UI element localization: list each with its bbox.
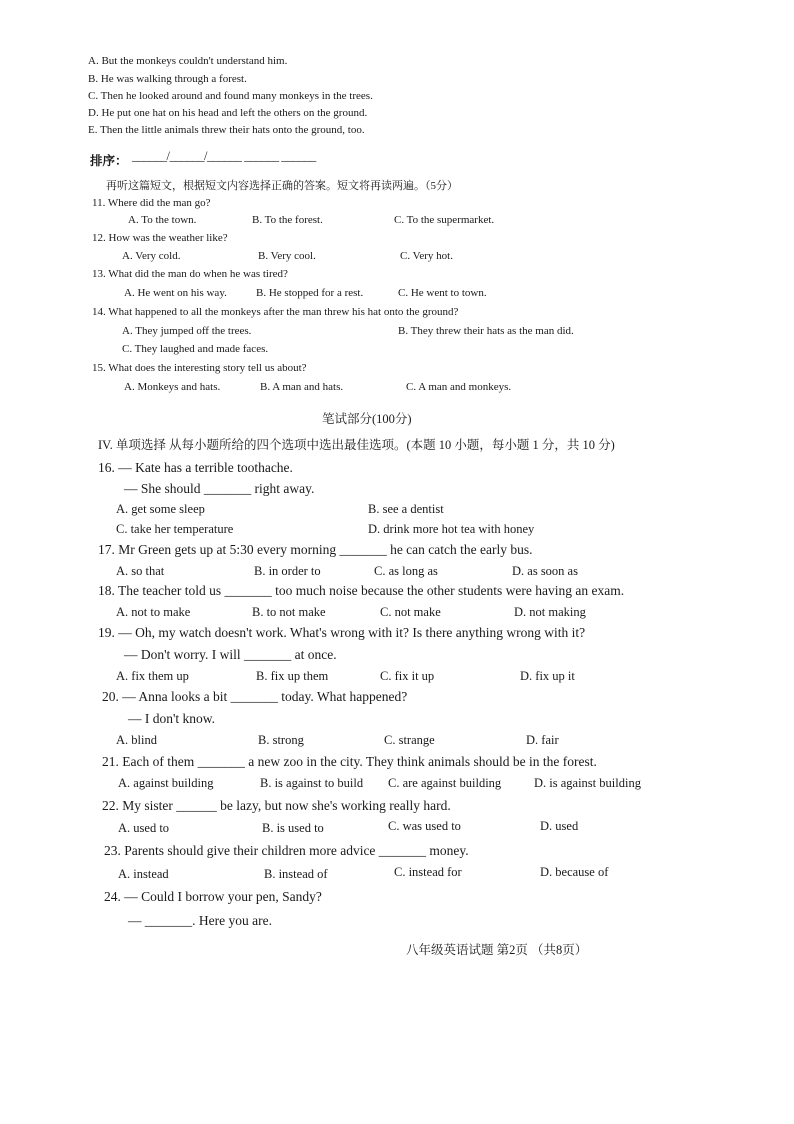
option-a: A. He went on his way.: [124, 287, 227, 299]
option-d: D. fix up it: [520, 669, 575, 683]
option-b: B. see a dentist: [368, 502, 444, 516]
option-a: A. Very cold.: [122, 250, 181, 262]
reading-option: C. Then he looked around and found many monkeys in the trees.: [88, 90, 373, 102]
option-d: D. as soon as: [512, 564, 578, 578]
option-b: B. They threw their hats as the man did.: [398, 325, 574, 337]
option-b: B. fix up them: [256, 669, 329, 683]
option-b: B. To the forest.: [252, 214, 323, 226]
option-d: D. fair: [526, 733, 559, 747]
question-stem: 20. — Anna looks a bit _______ today. What happened?: [102, 689, 408, 704]
question-response: — _______. Here you are.: [128, 913, 272, 928]
option-a: A. used to: [118, 821, 170, 835]
option-c: C. A man and monkeys.: [406, 381, 512, 393]
question-stem: 21. Each of them _______ a new zoo in the city. They think animals should be in the forest.: [102, 754, 597, 769]
option-b: B. instead of: [264, 867, 328, 881]
reading-option: D. He put one hat on his head and left the others on the ground.: [88, 107, 368, 119]
question-stem: 16. — Kate has a terrible toothache.: [98, 460, 293, 475]
option-c: C. They laughed and made faces.: [122, 343, 269, 355]
option-d: D. not making: [514, 605, 586, 619]
option-d: D. is against building: [534, 776, 641, 790]
option-c: C. are against building: [388, 776, 502, 790]
option-a: A. so that: [116, 564, 165, 578]
option-a: A. They jumped off the trees.: [122, 325, 252, 337]
option-c: C. was used to: [388, 819, 461, 833]
question-stem: 17. Mr Green gets up at 5:30 every morning _______ he can catch the early bus.: [98, 542, 533, 557]
option-c: C. not make: [380, 605, 441, 619]
question-response: — She should _______ right away.: [124, 481, 315, 496]
reading-option: E. Then the little animals threw their hats onto the ground, too.: [88, 124, 365, 136]
question-stem: 11. Where did the man go?: [92, 197, 211, 209]
question-stem: 18. The teacher told us _______ too much noise because the other students were having an exam.: [98, 583, 625, 598]
option-b: B. is against to build: [260, 776, 364, 790]
option-c: C. take her temperature: [116, 522, 234, 536]
reading-option: A. But the monkeys couldn't understand him.: [88, 55, 288, 67]
option-a: A. fix them up: [116, 669, 189, 683]
question-stem: 23. Parents should give their children more advice _______ money.: [104, 843, 469, 858]
reading-option: B. He was walking through a forest.: [88, 73, 247, 85]
option-c: C. He went to town.: [398, 287, 487, 299]
option-d: D. because of: [540, 865, 609, 879]
option-a: A. against building: [118, 776, 214, 790]
page-footer: 八年级英语试题 第2页 （共8页）: [406, 943, 588, 957]
section-iv-title: IV. 单项选择 从每小题所给的四个选项中选出最佳选项。(本题 10 小题，每小题 1 分，共 10 分): [98, 438, 615, 452]
question-stem: 19. — Oh, my watch doesn't work. What's wrong with it? Is there anything wrong with it?: [98, 625, 586, 640]
ordering-blanks: ______/______/______ ______ ______: [132, 149, 316, 163]
option-c: C. as long as: [374, 564, 438, 578]
option-a: A. Monkeys and hats.: [124, 381, 221, 393]
option-c: C. Very hot.: [400, 250, 453, 262]
option-c: C. fix it up: [380, 669, 435, 683]
option-b: B. Very cool.: [258, 250, 316, 262]
option-b: B. to not make: [252, 605, 326, 619]
option-c: C. To the supermarket.: [394, 214, 495, 226]
option-a: A. instead: [118, 867, 169, 881]
option-c: C. strange: [384, 733, 435, 747]
option-b: B. in order to: [254, 564, 321, 578]
question-stem: 12. How was the weather like?: [92, 232, 228, 244]
option-a: A. not to make: [116, 605, 191, 619]
question-stem: 22. My sister ______ be lazy, but now she's working really hard.: [102, 798, 451, 813]
question-stem: 15. What does the interesting story tell us about?: [92, 362, 307, 374]
question-stem: 14. What happened to all the monkeys after the man threw his hat onto the ground?: [92, 306, 459, 318]
question-response: — I don't know.: [128, 711, 216, 726]
option-a: A. blind: [116, 733, 157, 747]
option-a: A. get some sleep: [116, 502, 205, 516]
option-d: D. used: [540, 819, 579, 833]
option-b: B. is used to: [262, 821, 324, 835]
listening-instruction: 再听这篇短文，根据短文内容选择正确的答案。短文将再读两遍。（5分）: [106, 180, 458, 192]
option-b: B. strong: [258, 733, 304, 747]
question-stem: 13. What did the man do when he was tired?: [92, 268, 288, 280]
option-d: D. drink more hot tea with honey: [368, 522, 535, 536]
ordering-label: 排序：: [90, 154, 128, 168]
question-stem: 24. — Could I borrow your pen, Sandy?: [104, 889, 322, 904]
section-title: 笔试部分(100分): [322, 412, 412, 426]
option-c: C. instead for: [394, 865, 462, 879]
option-a: A. To the town.: [128, 214, 197, 226]
option-b: B. A man and hats.: [260, 381, 344, 393]
option-b: B. He stopped for a rest.: [256, 287, 364, 299]
question-response: — Don't worry. I will _______ at once.: [124, 647, 337, 662]
